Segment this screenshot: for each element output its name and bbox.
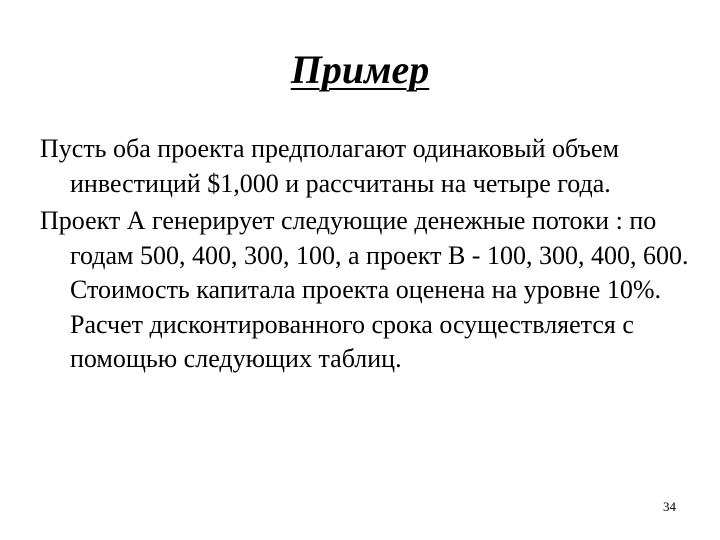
- page-number: 34: [663, 499, 676, 514]
- slide-title: Пример: [290, 47, 430, 92]
- slide-body: [40, 132, 690, 380]
- paragraph-intro: Пусть оба проекта предполагают одинаковый объем инвестиций $1,000 и рассчитаны на четыре года.: [40, 134, 619, 198]
- paragraph-cash-flows: Проект А генерирует следующие денежные потоки : по годам 500, 400, 300, 100, а проект В - 100, 300, 400, 600. Стоимость капитала проекта оценена на уровне 10%. Расчет дисконтированного срока осуществляется с помощью следующих таблиц.: [40, 206, 689, 373]
